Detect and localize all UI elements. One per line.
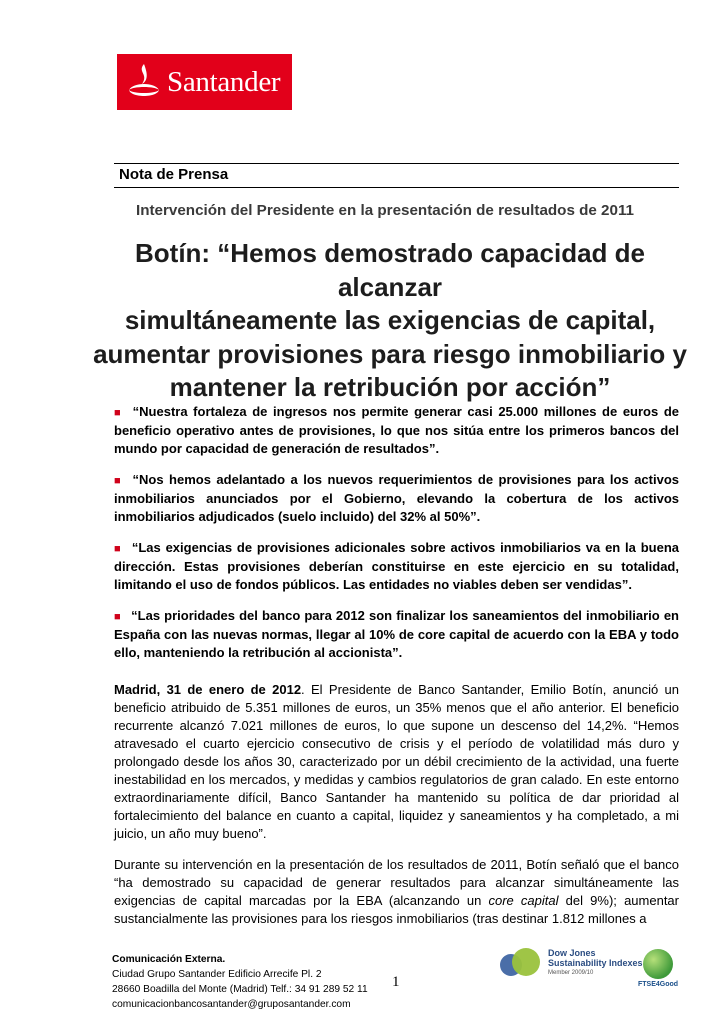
dow-jones-badge <box>500 946 643 980</box>
globe-icon <box>643 949 673 979</box>
key-quotes <box>114 403 679 675</box>
footer-contact <box>112 952 368 1012</box>
quote-text: “Las prioridades del banco para 2012 son finalizar los saneamientos del inmobiliario en España con las nuevas normas, llegar al 10% de core capital de acuerdo con la EBA y todo ello, manteniendo la retribución al accionista”. <box>114 608 679 660</box>
body-paragraph <box>114 681 679 843</box>
ftse-label: FTSE4Good <box>637 981 679 988</box>
dj-subtitle: Sustainability Indexes <box>548 958 643 968</box>
quote-text: “Nuestra fortaleza de ingresos nos permite generar casi 25.000 millones de euros de beneficio operativo antes de provisiones, lo que nos sitúa entre los primeros bancos del mundo por capacidad de generación de resultados”. <box>114 404 679 456</box>
dateline: Madrid, 31 de enero de 2012 <box>114 682 302 697</box>
paragraph-text: . El Presidente de Banco Santander, Emilio Botín, anunció un beneficio atribuido de 5.351 millones de euros, un 35% menos que el año anterior. El beneficio recurrente alcanzó 7.021 millones de euros, lo que supone un descenso del 14,2%. “Hemos atravesado el cuarto ejercicio consecutivo de crisis y el período de volatilidad más duro y prolongado desde los años 30, caracterizado por un débil crecimiento de la actividad, una fuerte inestabilidad en los mercados, y medidas y cambios regulatorios de gran calado. En este entorno extraordinariamente difícil, Banco Santander ha mantenido su política de dar prioridad al fortalecimiento del balance en cuanto a capital, liquidez y saneamientos y ha completado, a mi juicio, un año muy bueno”. <box>114 682 679 841</box>
dj-title: Dow Jones <box>548 948 596 958</box>
footer-dept: Comunicación Externa. <box>112 954 226 965</box>
quote-item <box>114 539 679 594</box>
quote-text: “Las exigencias de provisiones adicionales sobre activos inmobiliarios va en la buena dirección. Estas provisiones deberían constituirse en este ejercicio en su totalidad, limitando el uso de fondos públicos. Las entidades no viables deben ser vendidas”. <box>114 540 679 592</box>
header-rule-bottom <box>114 187 679 188</box>
page-number: 1 <box>392 974 400 990</box>
quote-item <box>114 471 679 526</box>
article-body <box>114 681 679 941</box>
section-label: Nota de Prensa <box>119 166 229 183</box>
square-bullet-icon: ■ <box>114 407 123 419</box>
ftse4good-badge <box>636 949 680 988</box>
santander-logo <box>117 54 292 110</box>
square-bullet-icon: ■ <box>114 475 123 487</box>
headline-line: simultáneamente las exigencias de capital, <box>124 305 656 335</box>
dj-member: Member 2009/10 <box>548 970 594 976</box>
footer-address: 28660 Boadilla del Monte (Madrid) Telf.: 34 91 289 52 11 <box>112 984 368 995</box>
footer-address: Ciudad Grupo Santander Edificio Arrecife Pl. 2 <box>112 969 322 980</box>
square-bullet-icon: ■ <box>114 543 122 555</box>
body-paragraph <box>114 856 679 928</box>
brand-name: Santander <box>167 65 281 98</box>
santander-flame-icon <box>125 60 163 104</box>
footer-email: comunicacionbancosantander@gruposantander.com <box>112 999 351 1010</box>
quote-item <box>114 403 679 458</box>
paragraph-text: Durante su intervención en la presentación de los resultados de 2011, Botín señaló que el banco “ha demostrado su capacidad de generar resultados para alcanzar simultáneamente las exigencias de capital marcadas por la EBA (alcanzando un <box>114 857 679 908</box>
emphasis-text: core capital <box>488 893 559 908</box>
quote-item <box>114 607 679 662</box>
quote-text: “Nos hemos adelantado a los nuevos requerimientos de provisiones para los activos inmobiliarios anunciados por el Gobierno, elevando la cobertura de los activos inmobiliarios adjudicados (suelo incluido) del 32% al 50%”. <box>114 472 679 524</box>
header-rule-top <box>114 163 679 164</box>
headline-line: Botín: “Hemos demostrado capacidad de alcanzar <box>135 238 645 302</box>
square-bullet-icon: ■ <box>114 611 122 623</box>
paragraph-text: del 9%); aumentar sustancialmente las provisiones para los riesgos inmobiliarios (tras destinar 1.812 millones a <box>114 893 679 926</box>
headline-line: mantener la retribución por acción” <box>169 372 611 402</box>
subtitle: Intervención del Presidente en la presentación de resultados de 2011 <box>136 202 634 219</box>
dow-jones-logo-icon <box>500 946 540 980</box>
headline <box>92 237 688 405</box>
headline-line: aumentar provisiones para riesgo inmobiliario y <box>93 338 687 369</box>
